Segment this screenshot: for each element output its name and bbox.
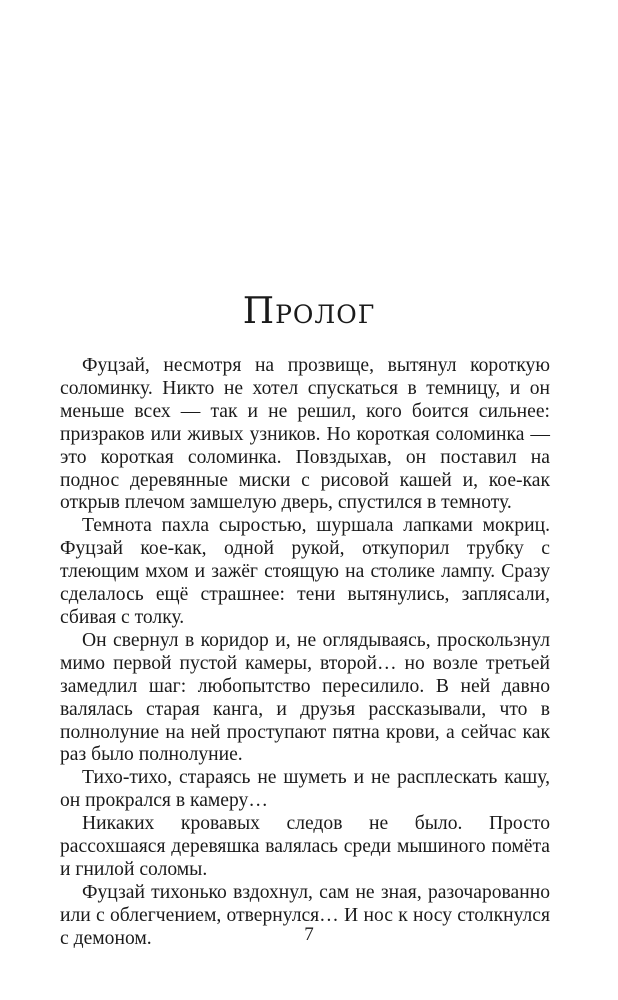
paragraph: Тихо-тихо, стараясь не шуметь и не расплескать кашу, он прокрался в камеру… — [60, 767, 550, 812]
chapter-title: Пролог — [242, 291, 376, 332]
paragraph: Фуцзай, несмотря на прозвище, вытянул короткую соломинку. Никто не хотел спускаться в темницу, и он меньше всех — так и не решил, кого боится сильнее: призраков или живых узников. Но короткая соломинка — это короткая соломинка. Повздыхав, он поставил на поднос деревянные миски с рисовой кашей и, кое-как открыв плечом замшелую дверь, спустился в темноту. — [60, 355, 550, 514]
paragraph: Темнота пахла сыростью, шуршала лапками мокриц. Фуцзай кое-как, одной рукой, откупорил трубку с тлеющим мхом и зажёг стоящую на столике лампу. Сразу сделалось ещё страшнее: тени вытянулись, заплясали, сбивая с толку. — [60, 515, 550, 628]
page-number: 7 — [304, 924, 314, 945]
paragraph: Фуцзай тихонько вздохнул, сам не зная, разочарованно или с облегчением, отвернулся… И нос к носу столкнулся с демоном. — [60, 881, 550, 949]
chapter-body — [60, 355, 550, 951]
paragraph: Никаких кровавых следов не было. Просто рассохшаяся деревяшка валялась среди мышиного помёта и гнилой соломы. — [60, 813, 550, 880]
paragraph: Он свернул в коридор и, не оглядываясь, проскользнул мимо первой пустой камеры, второй… но возле третьей замедлил шаг: любопытство пересилило. В ней давно валялась старая канга, и друзья рассказывали, что в полнолуние на ней проступают пятна крови, а сейчас как раз было полнолуние. — [60, 629, 550, 766]
